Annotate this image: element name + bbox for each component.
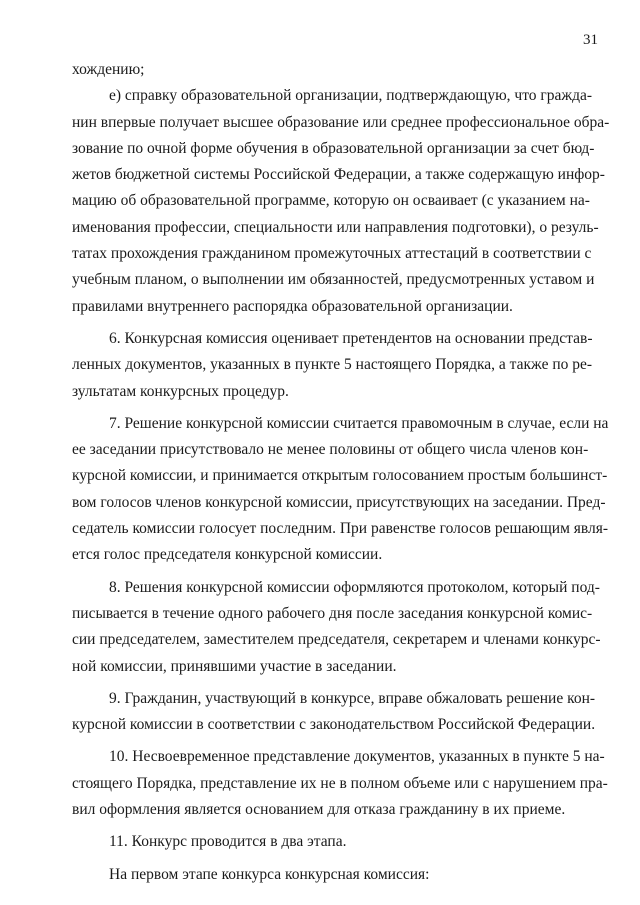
text-line: 11. Конкурс проводится в два этапа. (109, 833, 347, 851)
paragraph (72, 829, 596, 855)
text-line: курсной комиссии в соответствии с законодательством Российской Федерации. (72, 716, 596, 734)
paragraph (72, 575, 601, 680)
text-line: ее заседании присутствовало не менее половины от общего числа членов кон- (72, 441, 589, 459)
text-line: стоящего Порядка, представление их не в полном объеме или с нарушением пра- (72, 774, 608, 792)
text-line: татах прохождения гражданином промежуточных аттестаций в соответствии с (72, 245, 592, 263)
paragraph (72, 83, 610, 320)
text-line: е) справку образовательной организации, подтверждающую, что гражда- (109, 87, 593, 105)
text-line: сии председателем, заместителем председателя, секретарем и членами конкурс- (72, 631, 601, 649)
paragraph (72, 57, 596, 83)
document-body (72, 57, 610, 888)
text-line: вил оформления является основанием для отказа гражданину в их приеме. (72, 801, 566, 819)
text-line: именования профессии, специальности или направления подготовки), о резуль- (72, 218, 599, 236)
text-line: нин впервые получает высшее образование или среднее профессиональное обра- (72, 113, 610, 131)
text-line: ленных документов, указанных в пункте 5 настоящего Порядка, а также по ре- (72, 356, 593, 374)
text-line: курсной комиссии, и принимается открытым голосованием простым большинст- (72, 467, 608, 485)
text-line: зультатам конкурсных процедур. (72, 382, 289, 400)
text-line: ется голос председателя конкурсной комиссии. (72, 546, 383, 564)
paragraph (72, 686, 596, 739)
text-line: вом голосов членов конкурсной комиссии, присутствующих на заседании. Пред- (72, 493, 606, 511)
text-line: 10. Несвоевременное представление документов, указанных в пункте 5 на- (109, 748, 605, 766)
text-line: 7. Решение конкурсной комиссии считается правомочным в случае, если на (109, 414, 609, 432)
text-line: жетов бюджетной системы Российской Федерации, а также содержащую инфор- (72, 166, 605, 184)
paragraph (72, 862, 596, 888)
text-line: 8. Решения конкурсной комиссии оформляются протоколом, который под- (109, 578, 600, 596)
text-line: 9. Гражданин, участвующий в конкурсе, вправе обжаловать решение кон- (109, 689, 596, 707)
text-line: На первом этапе конкурса конкурсная комиссия: (109, 865, 430, 883)
text-line: писывается в течение одного рабочего дня после заседания конкурсной комис- (72, 604, 593, 622)
page-number: 31 (583, 32, 598, 48)
text-line: 6. Конкурсная комиссия оценивает претендентов на основании представ- (109, 329, 593, 347)
text-line: седатель комиссии голосует последним. При равенстве голосов решающим явля- (72, 520, 609, 538)
text-line: зование по очной форме обучения в образовательной организации за счет бюд- (72, 139, 595, 157)
text-line: правилами внутреннего распорядка образовательной организации. (72, 297, 513, 315)
text-line: мацию об образовательной программе, которую он осваивает (с указанием на- (72, 192, 590, 210)
paragraph (72, 326, 596, 405)
text-line: учебным планом, о выполнении им обязанностей, предусмотренных уставом и (72, 271, 595, 289)
text-line: ной комиссии, принявшими участие в заседании. (72, 657, 397, 675)
paragraph (72, 411, 609, 569)
paragraph (72, 744, 608, 823)
text-line: хождению; (72, 61, 145, 78)
